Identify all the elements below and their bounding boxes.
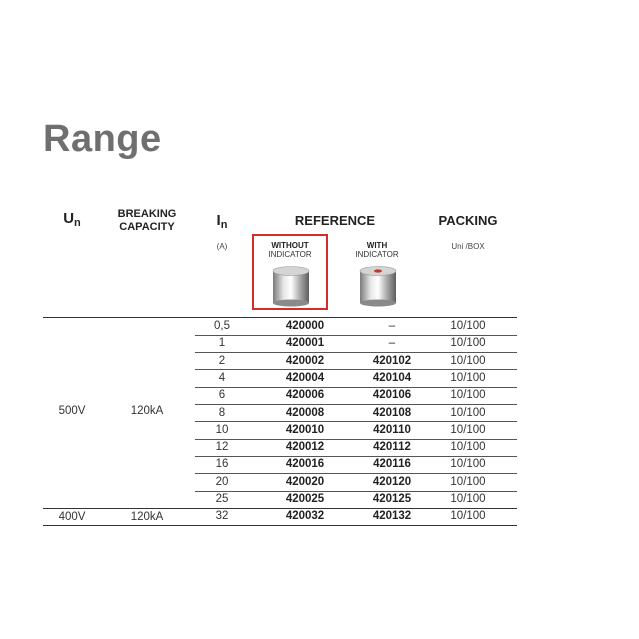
table-row: [195, 474, 517, 491]
cell-packing: 10/100: [450, 320, 486, 332]
cell-packing: 10/100: [450, 510, 486, 523]
cell-ref-with: 420108: [372, 406, 412, 419]
table-row: [195, 405, 517, 422]
cell-in: 25: [215, 493, 229, 505]
cell-ref-without: 420002: [285, 354, 325, 367]
cell-in: 20: [215, 475, 229, 488]
group-un-400v: 400V: [58, 511, 86, 523]
without-indicator-bold: WITHOUT: [271, 241, 309, 250]
cell-ref-with: 420104: [372, 371, 412, 384]
cell-in: 6: [218, 389, 226, 402]
header-un: [55, 210, 89, 229]
with-indicator-label: [339, 241, 415, 259]
table-row: [195, 439, 517, 456]
table-row: [195, 422, 517, 439]
cell-ref-with: –: [388, 337, 396, 350]
cell-ref-with: 420125: [372, 493, 412, 505]
cell-packing: 10/100: [450, 493, 486, 505]
table-row: [195, 508, 517, 525]
header-reference: REFERENCE: [294, 213, 376, 228]
table-row: [195, 387, 517, 404]
cell-ref-without: 420012: [285, 441, 325, 454]
cell-in: 12: [215, 441, 229, 454]
cell-ref-without: 420010: [285, 423, 325, 436]
without-indicator-label: [252, 241, 328, 259]
cell-in: 0,5: [214, 320, 230, 332]
without-indicator-rest: INDICATOR: [268, 250, 312, 259]
cell-ref-without: 420001: [285, 337, 325, 350]
cell-in: 1: [218, 337, 226, 350]
header-un-sub: n: [74, 217, 81, 229]
cell-ref-without: 420000: [285, 320, 325, 332]
cell-ref-without: 420004: [285, 371, 325, 384]
with-indicator-bold: WITH: [366, 241, 388, 250]
cell-in: 32: [215, 510, 229, 523]
table-bottom-rule: [43, 525, 517, 526]
with-indicator-rest: INDICATOR: [355, 250, 399, 259]
cell-ref-without: 420025: [285, 493, 325, 505]
cell-packing: 10/100: [450, 389, 486, 402]
header-packing-unit: Uni /BOX: [451, 242, 485, 251]
fuse-without-indicator-image: [271, 265, 311, 307]
table-row: [195, 370, 517, 387]
cell-packing: 10/100: [450, 458, 486, 471]
cell-ref-with: 420110: [373, 423, 411, 436]
cell-in: 4: [218, 371, 226, 384]
table-top-rule-left: [43, 317, 195, 318]
group-divider: [43, 508, 517, 509]
header-breaking-capacity: BREAKING CAPACITY: [117, 208, 177, 233]
cell-ref-with: 420112: [373, 441, 411, 454]
cell-in: 2: [218, 354, 226, 367]
cell-packing: 10/100: [450, 371, 486, 384]
table-row: [195, 318, 517, 335]
cell-packing: 10/100: [450, 337, 486, 350]
cell-ref-without: 420032: [285, 510, 325, 523]
table-row: [195, 353, 517, 370]
cell-ref-with: 420120: [372, 475, 412, 488]
table-row: [195, 335, 517, 352]
cell-in: 10: [215, 423, 229, 436]
cell-ref-without: 420020: [285, 475, 325, 488]
cell-in: 16: [215, 458, 229, 471]
cell-ref-with: 420132: [372, 510, 412, 523]
cell-packing: 10/100: [450, 406, 486, 419]
group-breaking-500v: 120kA: [130, 405, 164, 417]
cell-packing: 10/100: [450, 475, 486, 488]
header-in-main: I: [216, 212, 221, 229]
table-row: [195, 491, 517, 508]
cell-packing: 10/100: [450, 354, 486, 367]
group-breaking-400v: 120kA: [130, 511, 164, 523]
cell-packing: 10/100: [450, 441, 486, 454]
cell-ref-with: 420116: [373, 458, 411, 471]
cell-ref-with: 420106: [372, 389, 412, 402]
cell-ref-without: 420006: [285, 389, 325, 402]
header-packing: PACKING: [438, 213, 498, 228]
header-in-unit: (A): [216, 242, 228, 251]
header-in: [205, 212, 239, 231]
cell-packing: 10/100: [450, 423, 486, 436]
page-title: Range: [43, 118, 162, 160]
cell-ref-without: 420008: [285, 406, 325, 419]
red-indicator-dot: [374, 269, 382, 272]
cell-ref-with: 420102: [372, 354, 412, 367]
header-in-sub: n: [220, 219, 228, 231]
fuse-with-indicator-image: [358, 265, 398, 307]
group-un-500v: 500V: [58, 405, 86, 417]
cell-ref-without: 420016: [285, 458, 325, 471]
header-un-main: U: [63, 210, 75, 227]
table-row: [195, 456, 517, 473]
cell-in: 8: [218, 406, 226, 419]
cell-ref-with: –: [388, 320, 396, 332]
